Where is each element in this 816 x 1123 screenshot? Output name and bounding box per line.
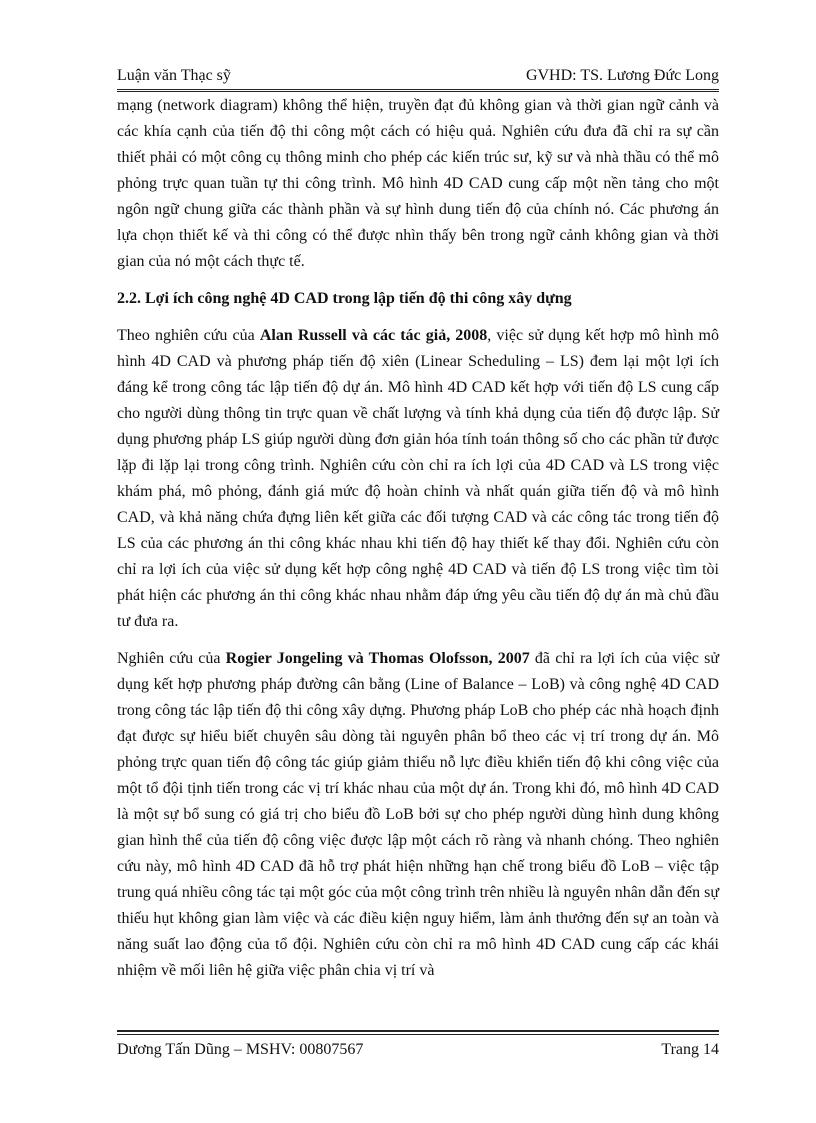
page-footer (117, 1040, 719, 1060)
paragraph-2-text: , việc sử dụng kết hợp mô hình mô hình 4D CAD và phương pháp tiến độ xiên (Linear Scheduling – LS) đem lại một lợi ích đáng kể trong công tác lập tiến độ dự án. Mô hình 4D CAD kết hợp với tiến độ LS cung cấp cho người dùng thông tin trực quan về chất lượng và tính khả dụng của tiến độ được lập. Sử dụng phương pháp LS giúp người dùng đơn giản hóa tính toán thông số cho các phần tử được lặp đi lặp lại trong công trình. Nghiên cứu còn chỉ ra ích lợi của 4D CAD và LS trong việc khám phá, mô phỏng, đánh giá mức độ hoàn chỉnh và nhất quán giữa tiến độ và mô hình CAD, và khả năng chứa đựng liên kết giữa các đối tượng CAD và các công tác trong tiến độ LS của các phương án thi công khác nhau khi tiến độ hay thiết kế thay đổi. Nghiên cứu còn chỉ ra lợi ích của việc sử dụng kết hợp công nghệ 4D CAD và tiến độ LS trong việc tìm tòi phát hiện các phương án thi công khác nhau nhằm đáp ứng yêu cầu tiến độ dự án mà chủ đầu tư đưa ra. (117, 327, 719, 630)
citation-russell: Alan Russell và các tác giả, 2008 (259, 327, 488, 344)
page-body (117, 93, 719, 995)
citation-jongeling: Rogier Jongeling và Thomas Olofsson, 2007 (225, 650, 530, 667)
footer-divider (117, 1030, 719, 1035)
body-paragraph-3 (117, 646, 719, 984)
section-heading: 2.2. Lợi ích công nghệ 4D CAD trong lập tiến độ thi công xây dựng (117, 290, 572, 307)
body-paragraph-1: mạng (network diagram) không thể hiện, truyền đạt đủ không gian và thời gian ngữ cảnh và các khía cạnh của tiến độ thi công một cách có hiệu quả. Nghiên cứu đưa đã chỉ ra sự cần thiết phải có một công cụ thông minh cho phép các kiến trúc sư, kỹ sư và nhà thầu có thể mô phỏng trực quan tuần tự thi công trình. Mô hình 4D CAD cung cấp một nền tảng cho một ngôn ngữ chung giữa các thành phần và sự hình dung tiến độ của chính nó. Các phương án lựa chọn thiết kế và thi công có thể được nhìn thấy bên trong ngữ cảnh không gian và thời gian của nó một cách thực tế. (117, 97, 719, 270)
header-thesis-label: Luận văn Thạc sỹ (117, 67, 231, 84)
paragraph-3-prefix: Nghiên cứu của (117, 650, 226, 667)
page-number: Trang 14 (661, 1041, 719, 1058)
page-header (117, 66, 719, 86)
header-divider (117, 89, 719, 92)
header-advisor: GVHD: TS. Lương Đức Long (525, 67, 719, 84)
paragraph-3-text: đã chỉ ra lợi ích của việc sử dụng kết hợp phương pháp đường cân bằng (Line of Balance – LoB) và công nghệ 4D CAD trong công tác lập tiến độ thi công xây dựng. Phương pháp LoB cho phép các nhà hoạch định đạt được sự hiểu biết chuyên sâu dòng tài nguyên phân bổ theo các vị trí trong dự án. Mô phỏng trực quan tiến độ công tác giúp giảm thiểu nỗ lực điều khiển tiến độ khi công việc của một tổ đội tịnh tiến trong các vị trí khác nhau của một dự án. Trong khi đó, mô hình 4D CAD là một sự bổ sung có giá trị cho biểu đồ LoB bởi sự cho phép người dùng hình dung không gian hình thể của tiến độ công việc được lập một cách rõ ràng và nhanh chóng. Theo nghiên cứu này, mô hình 4D CAD đã hỗ trợ phát hiện những hạn chế trong biểu đồ LoB – việc tập trung quá nhiều công tác tại một góc của một công trình trên nhiều là nguyên nhân dẫn đến sự thiếu hụt không gian làm việc và các điều kiện nguy hiểm, làm ảnh thưởng đến sự an toàn và năng suất lao động của tổ đội. Nghiên cứu còn chỉ ra mô hình 4D CAD cung cấp các khái nhiệm về mối liên hệ giữa việc phân chia vị trí và (117, 650, 719, 979)
footer-author: Dương Tấn Dũng – MSHV: 00807567 (117, 1041, 364, 1058)
body-paragraph-2 (117, 323, 719, 635)
paragraph-2-prefix: Theo nghiên cứu của (117, 327, 260, 344)
